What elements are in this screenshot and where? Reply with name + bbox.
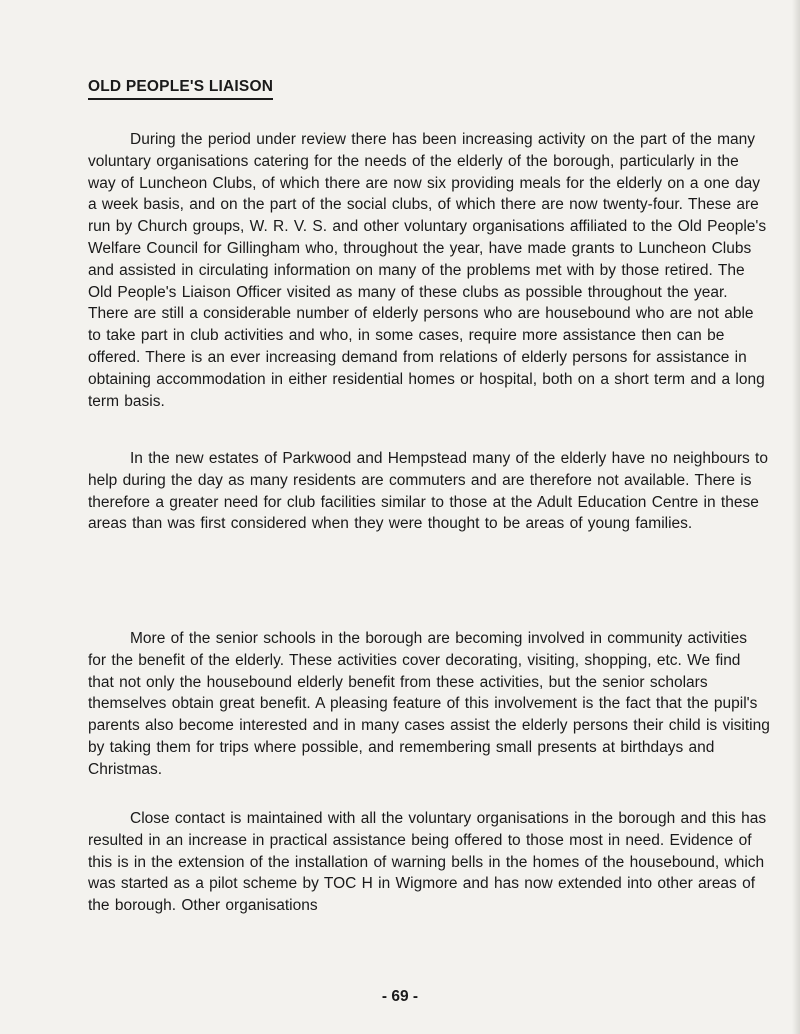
paragraph-new-estates: In the new estates of Parkwood and Hempstead many of the elderly have no neighbours to help during the day as many residents are commuters and are therefore not available. There is therefore a greater need for club facilities similar to those at the Adult Education Centre in these areas than was first considered when they were thought to be areas of young families. — [88, 450, 768, 533]
page-edge-shadow — [792, 0, 800, 1034]
paragraph-senior-schools: More of the senior schools in the borough are becoming involved in community activities for the benefit of the elderly. These activities cover decorating, visiting, shopping, etc. We find that not only the housebound elderly benefit from these activities, but the senior scholars themselves obtain great benefit. A pleasing feature of this involvement is the fact that the pupil's parents also become interested and in many cases assist the elderly persons their child is visiting by taking them for trips where possible, and remembering small presents at birthdays and Christmas. — [88, 630, 770, 778]
paragraph-luncheon-clubs: During the period under review there has been increasing activity on the part of the many voluntary organisations catering for the needs of the elderly of the borough, particularly in the way of Luncheon Clubs, of which there are now six providing meals for the elderly on a one day a week basis, and on the part of the social clubs, of which there are now twenty-four. These are run by Church groups, W. R. V. S. and other voluntary organisations affiliated to the Old People's Welfare Council for Gillingham who, throughout the year, have made grants to Luncheon Clubs and assisted in circulating information on many of the problems met with by those retired. The Old People's Liaison Officer visited as many of these clubs as possible throughout the year. There are still a considerable number of elderly persons who are housebound who are not able to take part in club activities and who, in some cases, require more assistance then can be offered. There is an ever increasing demand from relations of elderly persons for assistance in obtaining accommodation in either residential homes or hospital, both on a short term and a long term basis. — [88, 131, 767, 410]
page-number: - 69 - — [381, 988, 419, 1005]
section-heading: OLD PEOPLE'S LIAISON — [88, 78, 273, 100]
paragraph-voluntary-organisations: Close contact is maintained with all the voluntary organisations in the borough and this has resulted in an increase in practical assistance being offered to those most in need. Evidence of this is in the extension of the installation of warning bells in the homes of the housebound, which was started as a pilot scheme by TOC H in Wigmore and has now extended into other areas of the borough. Other organisations — [88, 810, 767, 915]
